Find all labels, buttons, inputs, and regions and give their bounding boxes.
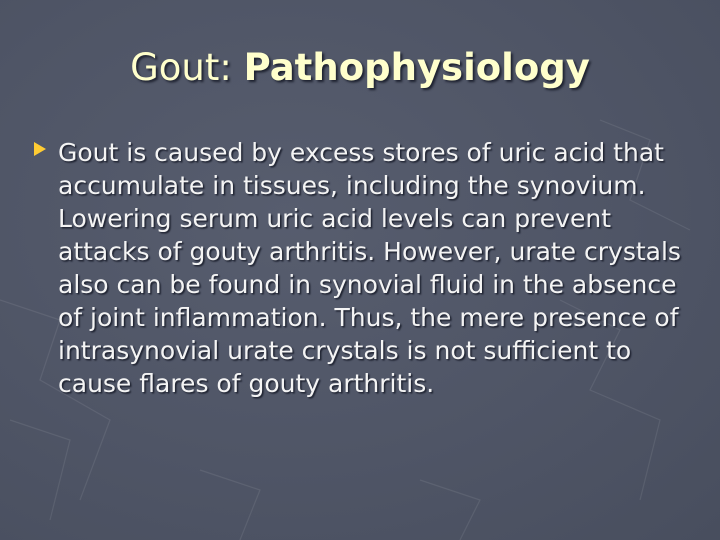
triangle-bullet-icon (34, 142, 46, 156)
slide-title (0, 40, 720, 96)
bullet-text: Gout is caused by excess stores of uric acid that accumulate in tissues, including the synovium. Lowering serum uric acid levels can prevent attacks of gouty arthritis. However, urate crystals also can be found in synovial fluid in the absence of joint inflammation. Thus, the mere presence of intrasynovial urate crystals is not sufficient to cause flares of gouty arthritis. (58, 138, 681, 398)
title-emphasis: Pathophysiology (243, 46, 590, 89)
title-prefix: Gout: (130, 46, 244, 89)
